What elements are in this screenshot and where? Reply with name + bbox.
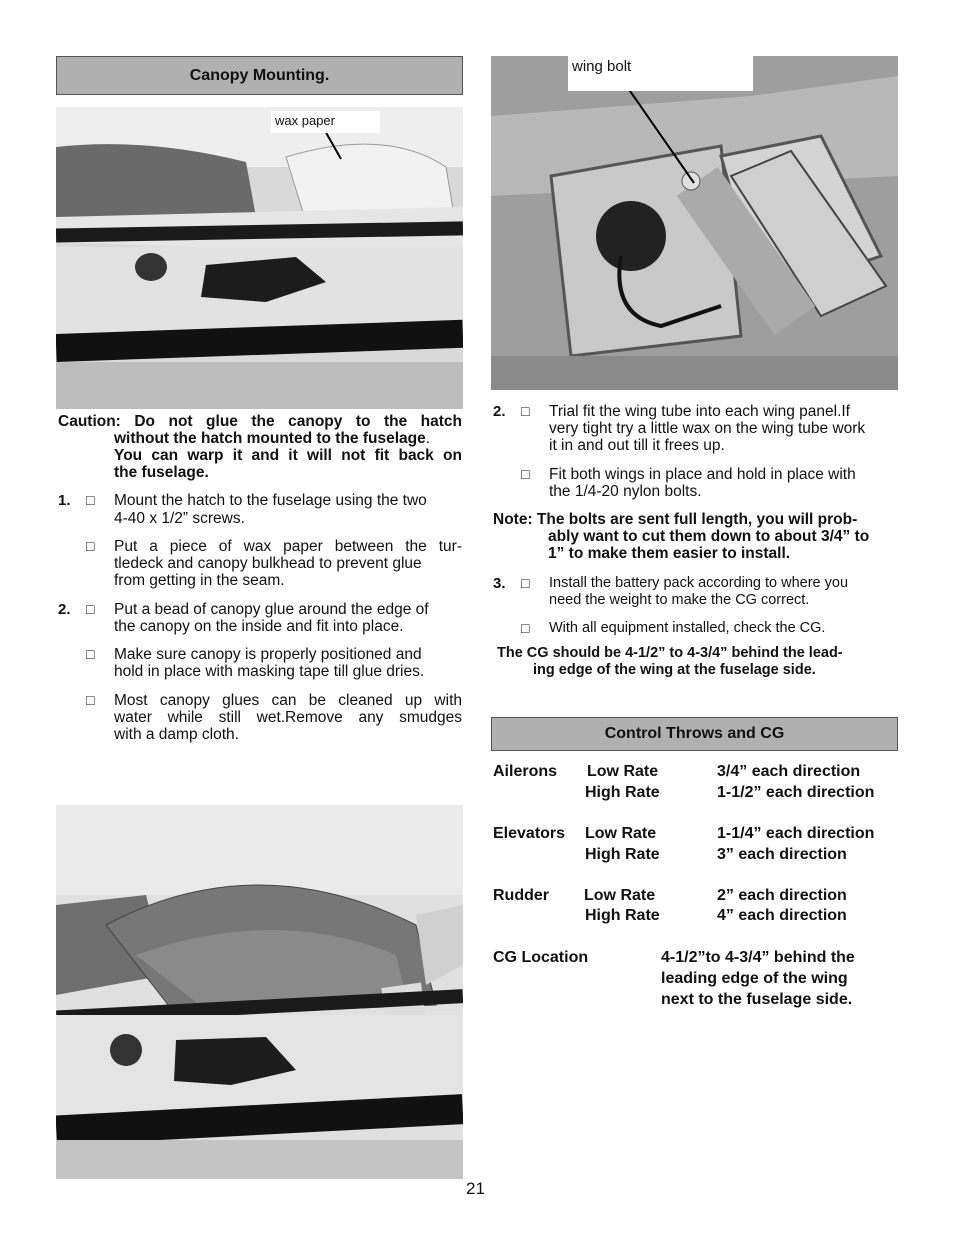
checkbox[interactable]: □ [521,620,530,636]
caution-line-3: You can warp it and it will not fit back on [114,447,462,464]
page-number: 21 [466,1179,485,1198]
elevators-label: Elevators [493,825,566,842]
canopy-taped-photo [56,805,463,1179]
note-line-3: 1” to make them easier to install. [548,545,791,562]
cg-note-line-2: ing edge of the wing at the fuselage side. [533,662,816,678]
step-2c-line-2: water while still wet.Remove any smudges [114,709,462,726]
step-2b-line-1: Fit both wings in place and hold in place with [549,466,856,483]
cg-location-line-3: next to the fuselage side. [661,991,853,1008]
elevators-high-value: 3” each direction [717,846,847,863]
step-1b-line-3: from getting in the seam. [114,572,285,589]
step-2-number: 2. [493,403,506,420]
note-line-1: Note: The bolts are sent full length, you will prob- [493,511,858,528]
caution-line-1: Caution: Do not glue the canopy to the hatch [58,413,463,430]
elevators-low-value: 1-1/4” each direction [717,825,875,842]
rudder-low-label: Low Rate [584,887,656,904]
checkbox[interactable]: □ [521,403,530,419]
step-1b-line-2: tledeck and canopy bulkhead to prevent glue [114,555,422,572]
rudder-high-label: High Rate [585,907,660,924]
step-2a-line-3: it in and out till it frees up. [549,437,725,454]
ailerons-label: Ailerons [493,763,558,780]
cg-location-line-2: leading edge of the wing [661,970,848,987]
step-1b-line-1: Put a piece of wax paper between the tur- [114,538,462,555]
checkbox[interactable]: □ [86,601,95,617]
step-2a-line-2: very tight try a little wax on the wing tube work [549,420,866,437]
caution-line-2: without the hatch mounted to the fuselage. [114,430,431,447]
checkbox[interactable]: □ [86,492,95,508]
elevators-low-label: Low Rate [585,825,657,842]
ailerons-low-label: Low Rate [587,763,659,780]
step-2b-line-1: Make sure canopy is properly positioned and [114,646,422,663]
step-2a-line-1: Trial fit the wing tube into each wing panel.If [549,403,850,420]
elevators-high-label: High Rate [585,846,660,863]
step-1a-line-1: Mount the hatch to the fuselage using the two [114,492,427,509]
step-3a-line-2: need the weight to make the CG correct. [549,592,810,608]
rudder-low-value: 2” each direction [717,887,847,904]
step-2-number: 2. [58,601,71,618]
wing-tube-photo [491,56,898,390]
step-3a-line-1: Install the battery pack according to where you [549,575,849,591]
checkbox[interactable]: □ [521,466,530,482]
step-2c-line-3: with a damp cloth. [114,726,239,743]
note-line-2: ably want to cut them down to about 3/4” to [548,528,870,545]
ailerons-low-value: 3/4” each direction [717,763,861,780]
checkbox[interactable]: □ [86,646,95,662]
control-throws-title: Control Throws and CG [604,725,785,742]
cg-note-line-1: The CG should be 4-1/2” to 4-3/4” behind the lead- [497,645,843,661]
step-2b-line-2: the 1/4-20 nylon bolts. [549,483,702,500]
step-3-number: 3. [493,575,506,592]
cg-location-label: CG Location [493,949,589,966]
step-3b-line-1: With all equipment installed, check the CG. [549,620,826,636]
step-1-number: 1. [58,492,71,509]
ailerons-high-label: High Rate [585,784,660,801]
checkbox[interactable]: □ [521,575,530,591]
step-2a-line-2: the canopy on the inside and fit into place. [114,618,404,635]
step-2a-line-1: Put a bead of canopy glue around the edge of [114,601,429,618]
rudder-high-value: 4” each direction [717,907,847,924]
checkbox[interactable]: □ [86,692,95,708]
cg-location-line-1: 4-1/2”to 4-3/4” behind the [661,949,855,966]
wing-bolt-label: wing bolt [568,56,753,91]
caution-line-4: the fuselage. [114,464,209,481]
step-2c-line-1: Most canopy glues can be cleaned up with [114,692,462,709]
canopy-mounting-header [56,56,463,95]
rudder-label: Rudder [493,887,549,904]
step-2b-line-2: hold in place with masking tape till glue dries. [114,663,425,680]
checkbox[interactable]: □ [86,538,95,554]
step-1a-line-2: 4-40 x 1/2” screws. [114,510,245,527]
ailerons-high-value: 1-1/2” each direction [717,784,875,801]
canopy-mounting-title: Canopy Mounting. [189,67,330,84]
control-throws-header [491,717,898,751]
wax-paper-label: wax paper [271,111,380,133]
hatch-wax-paper-photo [56,107,463,409]
